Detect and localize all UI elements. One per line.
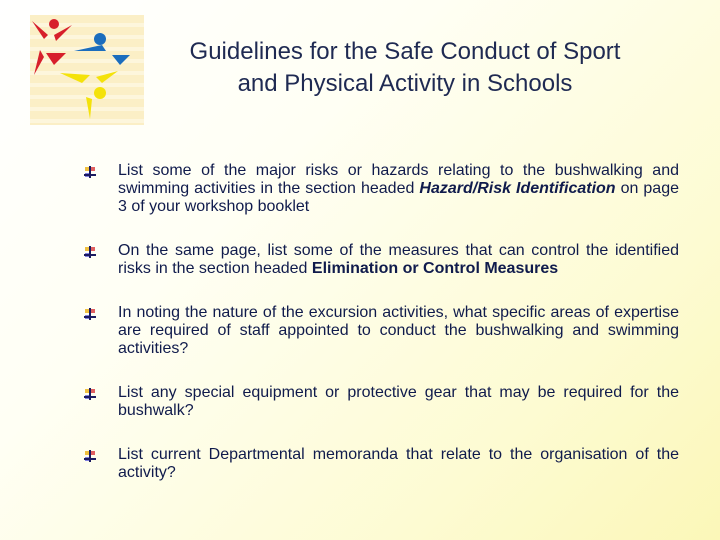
bullet-icon — [84, 449, 96, 461]
bullet-icon — [84, 165, 96, 177]
list-item — [84, 384, 679, 420]
list-item — [84, 162, 679, 216]
bullet-list — [84, 162, 679, 508]
sport-logo — [30, 15, 144, 125]
item-text-post: on page 3 of your workshop booklet — [118, 180, 679, 215]
bullet-icon — [84, 245, 96, 257]
item-text-em: Elimination or Control Measures — [311, 260, 559, 277]
list-item — [84, 304, 679, 358]
bullet-icon — [84, 307, 96, 319]
item-text-pre: On the same page, list some of the measures that can control the identified risks in the section headed — [118, 242, 679, 277]
bullet-icon — [84, 387, 96, 399]
slide-title — [150, 36, 660, 100]
item-text-em: Hazard/Risk Identification — [419, 180, 616, 197]
item-text-pre: List any special equipment or protective gear that may be required for the bushwalk? — [118, 384, 679, 419]
item-text-pre: In noting the nature of the excursion activities, what specific areas of expertise are required of staff appointed to conduct the bushwalking and swimming activities? — [118, 304, 679, 357]
title-line-1: Guidelines for the Safe Conduct of Sport — [189, 38, 621, 65]
title-line-2: and Physical Activity in Schools — [237, 70, 573, 97]
item-text-pre: List some of the major risks or hazards relating to the bushwalking and swimming activities in the section headed — [118, 162, 679, 197]
item-text-pre: List current Departmental memoranda that relate to the organisation of the activity? — [118, 446, 679, 481]
list-item — [84, 242, 679, 278]
list-item — [84, 446, 679, 482]
